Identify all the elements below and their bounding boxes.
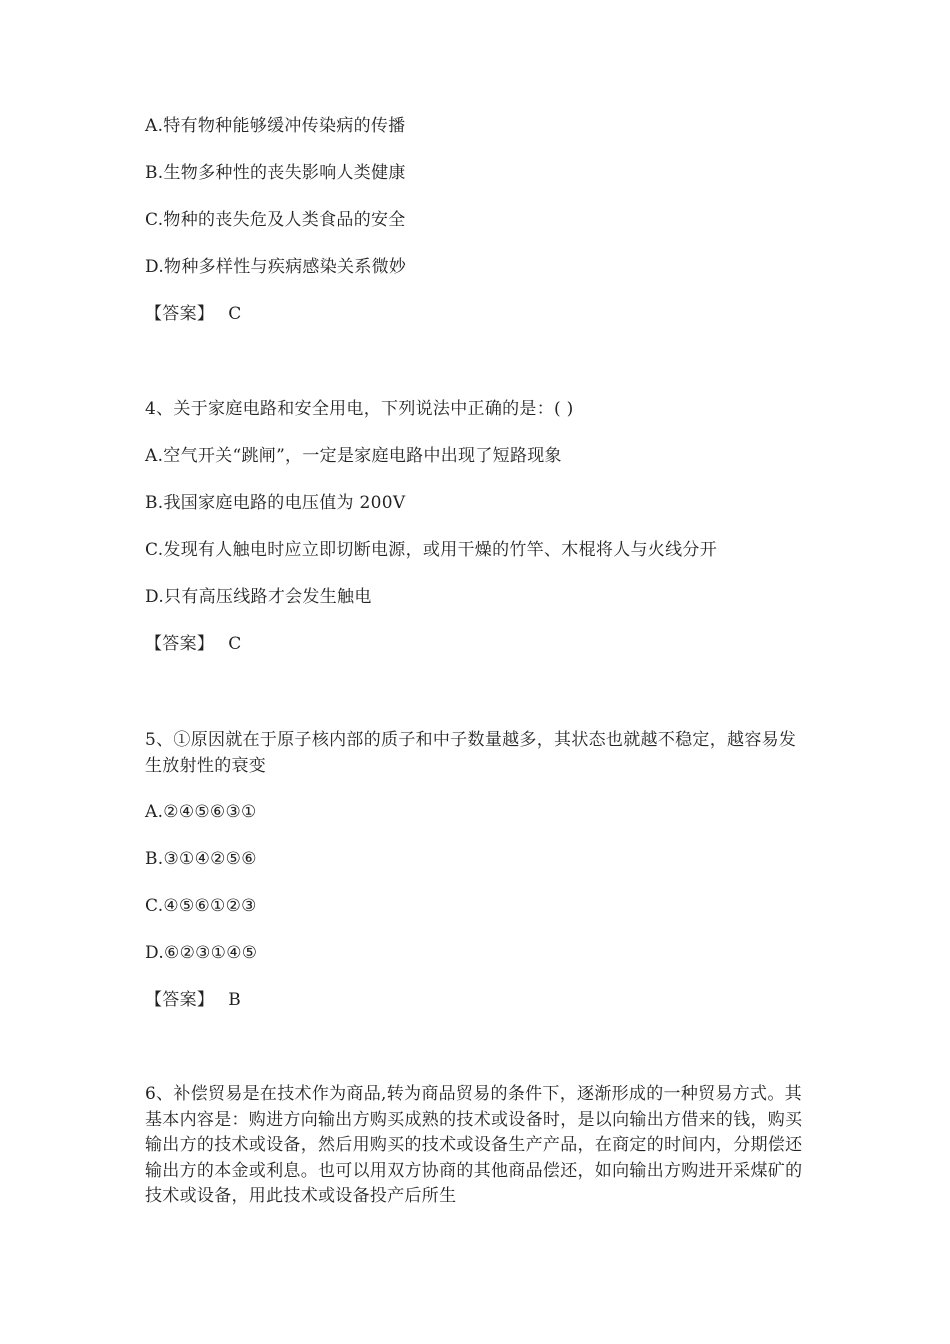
q4-answer-value: C <box>228 634 242 654</box>
q3-option-b: B.生物多种性的丧失影响人类健康 <box>145 163 406 183</box>
q5-answer-label: 【答案】 <box>145 990 215 1010</box>
q3-option-a: A.特有物种能够缓冲传染病的传播 <box>145 116 406 136</box>
q3-option-d: D.物种多样性与疾病感染关系微妙 <box>145 257 407 277</box>
q5-option-d: D.⑥②③①④⑤ <box>145 943 258 963</box>
q5-answer <box>145 988 241 1012</box>
q4-option-d: D.只有高压线路才会发生触电 <box>145 587 372 607</box>
q4-option-c: C.发现有人触电时应立即切断电源，或用干燥的竹竿、木棍将人与火线分开 <box>145 540 718 560</box>
q5-answer-value: B <box>228 990 241 1010</box>
q4-answer-label: 【答案】 <box>145 634 215 654</box>
q5-option-c: C.④⑤⑥①②③ <box>145 896 257 916</box>
q5-stem: 5、①原因就在于原子核内部的质子和中子数量越多，其状态也就越不稳定，越容易发生放射性的衰变 <box>145 730 797 776</box>
q4-option-b: B.我国家庭电路的电压值为 200V <box>145 493 406 513</box>
q4-answer <box>145 632 242 656</box>
q3-option-c: C.物种的丧失危及人类食品的安全 <box>145 210 406 230</box>
q4-option-a: A.空气开关“跳闸”，一定是家庭电路中出现了短路现象 <box>145 446 562 466</box>
q5-option-b: B.③①④②⑤⑥ <box>145 849 257 869</box>
q3-answer-label: 【答案】 <box>145 304 215 324</box>
q3-answer <box>145 302 242 326</box>
q3-answer-value: C <box>228 304 242 324</box>
q6-stem: 6、补偿贸易是在技术作为商品,转为商品贸易的条件下，逐渐形成的一种贸易方式。其基本内容是：购进方向输出方购买成熟的技术或设备时，是以向输出方借来的钱，购买输出方的技术或设备，然后用购买的技术或设备生产产品，在商定的时间内，分期偿还输出方的本金或利息。也可以用双方协商的其他商品偿还，如向输出方购进开采煤矿的技术或设备，用此技术或设备投产后所生 <box>145 1084 803 1207</box>
q5-option-a: A.②④⑤⑥③① <box>145 802 257 822</box>
q4-stem: 4、关于家庭电路和安全用电，下列说法中正确的是：( ) <box>145 399 574 419</box>
